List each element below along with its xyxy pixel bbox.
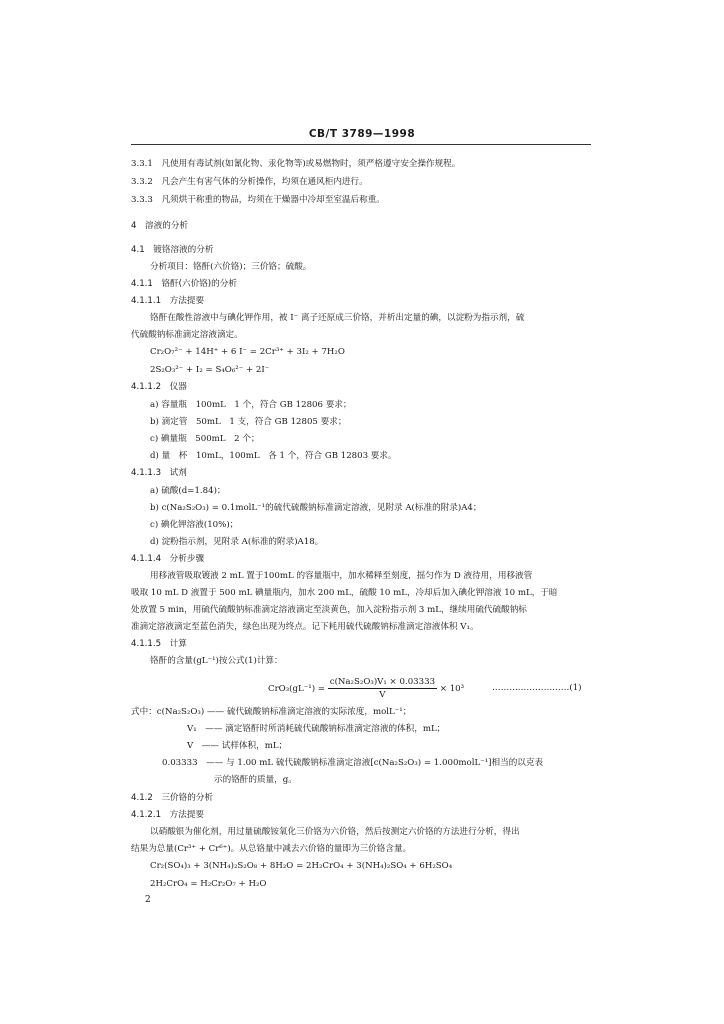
calculation-intro: 铬酐的含量(gL⁻¹)按公式(1)计算： [150,656,283,666]
method-summary-line-2: 代硫酸钠标准滴定溶液滴定。 [131,330,243,340]
section-4-1-2-1-heading: 4.1.2.1 方法提要 [131,810,205,820]
reaction-equation-2: 2S₂O₃²⁻ + I₂ = S₄O₆²⁻ + 2I⁻ [150,365,270,375]
analysis-items: 分析项目：铬酐(六价铬)；三价铬；硫酸。 [150,262,312,272]
section-4-1-1-heading: 4.1.1 铬酐(六价铬)的分析 [131,279,237,289]
procedure-line-3: 处放置 5 min，用硫代硫酸钠标准滴定溶液滴定至淡黄色，加入淀粉指示剂 3 mL，继续用硫代硫酸钠标 [131,605,527,615]
section-4-1-2-heading: 4.1.2 三价铬的分析 [131,793,214,803]
reagent-item-a: a) 硫酸(d=1.84)； [150,486,226,496]
page-number: 2 [145,895,151,905]
instrument-item-b: b) 滴定管 50mL 1 支，符合 GB 12805 要求； [150,417,347,427]
formula-denominator: V [379,690,386,700]
legend-constant-cont: 示的铬酐的质量，g。 [214,775,297,785]
header-rule [131,144,591,145]
trivalent-summary-line-2: 结果为总量(Cr³⁺ + Cr⁶⁺)。从总铬量中减去六价铬的量即为三价铬含量。 [131,844,412,854]
section-4-1-1-3-heading: 4.1.1.3 试剂 [131,468,187,478]
reagent-item-c: c) 碘化钾溶液(10%)； [150,520,239,530]
section-4-1-1-4-heading: 4.1.1.4 分析步骤 [131,554,205,564]
section-4-1-1-5-heading: 4.1.1.5 计算 [131,639,187,649]
oxidation-equation-2: 2H₂CrO₄ = H₂Cr₂O₇ + H₂O [150,879,267,889]
clause-3-3-3: 3.3.3 凡须烘干称重的物品，均须在干燥器中冷却至室温后称重。 [131,195,385,205]
reagent-item-d: d) 淀粉指示剂，见附录 A(标准的附录)A18。 [150,537,324,547]
instrument-item-d: d) 量 杯 10mL，100mL 各 1 个，符合 GB 12803 要求。 [150,451,397,461]
section-4-1-heading: 4.1 镀铬溶液的分析 [131,245,214,255]
reaction-equation-1: Cr₂O₇²⁻ + 14H⁺ + 6 I⁻ = 2Cr³⁺ + 3I₂ + 7H₂O [150,347,345,357]
formula-lhs: CrO₃(gL⁻¹) = [268,684,326,694]
legend-v1: V₁ —— 滴定铬酐时所消耗硫代硫酸钠标准滴定溶液的体积，mL； [187,724,446,734]
procedure-line-2: 吸取 10 mL D 液置于 500 mL 碘量瓶内，加水 200 mL，硫酸 10 mL，冷却后加入碘化钾溶液 10 mL，于暗 [131,588,558,598]
instrument-item-a: a) 容量瓶 100mL 1 个，符合 GB 12806 要求； [150,400,352,410]
formula-multiplier: × 10³ [439,684,465,694]
legend-constant: 0.03333 —— 与 1.00 mL 硫代硫酸钠标准滴定溶液[c(Na₂S₂O₃) = 1.000molL⁻¹]相当的以克表 [162,758,544,768]
section-4-heading: 4 溶液的分析 [131,221,189,231]
clause-3-3-1: 3.3.1 凡使用有毒试剂(如氰化物、汞化物等)或易燃物时，须严格遵守安全操作规程。 [131,159,461,169]
legend-c: 式中：c(Na₂S₂O₃) —— 硫代硫酸钠标准滴定溶液的实际浓度，molL⁻¹； [131,707,412,717]
trivalent-summary-line-1: 以硝酸银为催化剂，用过量硫酸铵氧化三价铬为六价铬，然后按测定六价铬的方法进行分析，得出 [150,827,520,837]
clause-3-3-2: 3.3.2 凡会产生有害气体的分析操作，均须在通风柜内进行。 [131,177,368,187]
formula-label: ………………………(1) [492,683,582,693]
procedure-line-1: 用移液管吸取镀液 2 mL 置于100mL 的容量瓶中，加水稀释至刻度，摇匀作为 D 液待用，用移液管 [150,571,533,581]
section-4-1-1-2-heading: 4.1.1.2 仪器 [131,382,187,392]
formula-numerator: c(Na₂S₂O₃)V₁ × 0.03333 [329,677,436,687]
oxidation-equation-1: Cr₂(SO₄)₃ + 3(NH₄)₂S₂O₈ + 8H₂O = 2H₂CrO₄ + 3(NH₄)₂SO₄ + 6H₂SO₄ [150,861,453,871]
standard-code-header: CB/T 3789—1998 [308,128,416,140]
legend-v: V —— 试样体积，mL； [187,741,288,751]
procedure-line-4: 准滴定溶液滴定至蓝色消失，绿色出现为终点。记下耗用硫代硫酸钠标准滴定溶液体积 V₁。 [131,622,479,632]
instrument-item-c: c) 碘量瓶 500mL 2 个； [150,434,260,444]
section-4-1-1-1-heading: 4.1.1.1 方法提要 [131,296,205,306]
reagent-item-b: b) c(Na₂S₂O₃) = 0.1molL⁻¹的硫代硫酸钠标准滴定溶液，见附录 A(标准的附录)A4； [150,503,482,513]
method-summary-line-1: 铬酐在酸性溶液中与碘化钾作用，被 I⁻ 离子还原成三价铬，并析出定量的碘，以淀粉为指示剂，硫 [150,313,525,323]
formula-1 [268,676,464,701]
formula-fraction [328,676,437,701]
